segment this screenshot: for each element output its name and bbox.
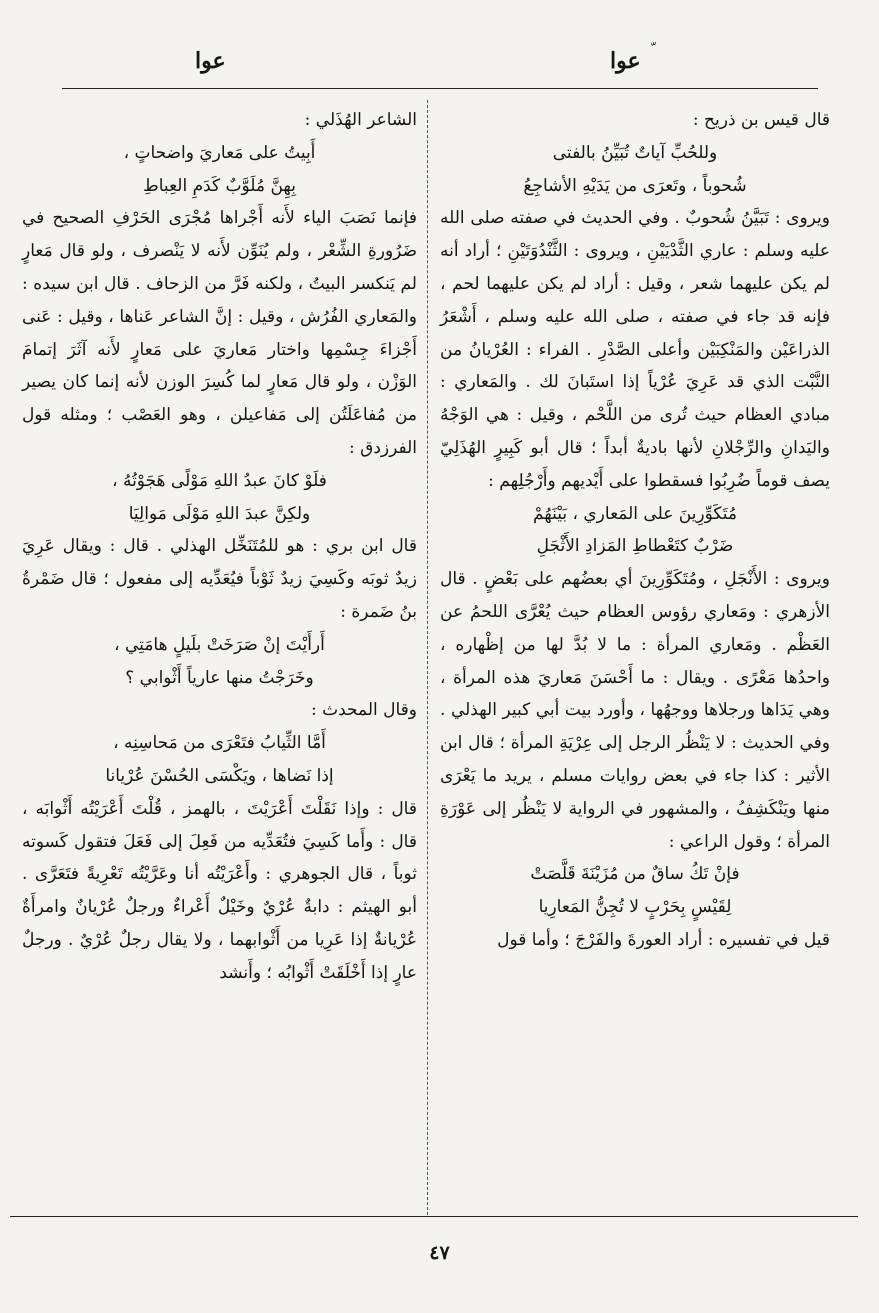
footer-rule	[10, 1216, 858, 1217]
left-verse2-line1: فلَوْ كانَ عبدُ اللهِ مَوْلًى هَجَوْتُهُ ،	[112, 470, 327, 491]
page-number: ٤٧	[429, 1242, 450, 1264]
left-verse2-line2: ولكِنَّ عبدَ اللهِ مَوْلَى مَوالِيَا	[128, 503, 311, 524]
left-verse1-line2: بِهِنَّ مُلَوَّبٌ كَدَمِ العِباطِ	[143, 175, 296, 196]
left-verse3-line1: أَرأَيْتَ إنْ صَرَخَتْ بلَيلٍ هامَتِي ،	[114, 634, 325, 655]
left-paragraph-1: فإنما نَصَبَ الياء لأَنه أَجْراها مُجْرَى الحَرْفِ الصحيح في ضَرُورةِ الشِّعْر ، ولم يُنَوِّن لأَنه لا يَنْصرف ، ولو قال مَعارٍ لم يَنكسر البيتُ ، ولكنه فَرَّ من الزحاف . قال ابن سيده : والمَعاري الفُرُش ، وقيل : إنَّ الشاعر عَناها ، وقيل : عَنى أَجْزاءَ جِسْمِها واختار مَعاريَ على مَعارٍ لأَنه آثَرَ إتمامَ الوَزْن ، ولو قال مَعارٍ لما كُسِرَ الوزن لأنه إنما كان يصير من مُفاعَلَتُن إلى مَفاعيلن ، وهو العَصْب ؛ ومثله قول الفرزدق :	[22, 208, 417, 458]
right-paragraph-2: ويروى : الأَنْجَلِ ، ومُتَكَوِّرِينَ أي بعضُهم على بَعْضٍ . قال الأزهري : ومَعاري رؤوس العظام حيث يُعْرَّى اللحمُ عن العَظْم . ومَعاري المرأة : ما لا بُدَّ لها من إظْهاره ، واحدُها مَعْرًى . ويقال : ما أَحْسَنَ مَعاريَ هذه المرأة ، وهي يَدَاها ورجلاها ووجهُها ، وأورد بيت أبي كبير الهذلي . وفي الحديث : لا يَنْظُر الرجل إلى عِرْيَةِ المرأة ؛ قال ابن الأثير : كذا جاء في بعض روايات مسلم ، يريد ما يَعْرَى منها ويَنْكَشِفُ ، والمشهور في الرواية لا يَنْظُر إلى عَوْرَةِ المرأة ؛ وقول الراعي :	[440, 569, 830, 852]
left-paragraph-3: وقال المحدث :	[310, 700, 417, 721]
left-column	[22, 104, 417, 990]
left-verse4-line1: أَمَّا الثِّيابُ فتَعْرَى من مَحاسِنِه ،	[113, 733, 326, 754]
right-verse3-line1: فإنْ تَكُ ساقٌ من مُزَيْنَةَ قَلَّصَتْ	[530, 864, 740, 885]
left-paragraph-2: قال ابن بري : هو للمُتَنَخِّل الهذلي . قال : ويقال عَرِيَ زيدٌ ثوبَه وكَسِيَ زيدٌ ثَوْباً فيُعَدِّيه إلى مفعول ؛ قال ضَمْرةُ بنُ ضَمرة :	[22, 536, 417, 622]
right-paragraph-1: ويروى : تَبَيَّنُ شُحوبٌ . وفي الحديث في صفته صلى الله عليه وسلم : عاري الثَّدْيَيْنِ ، ويروى : الثَّنْدُوَتَيْنِ ؛ أراد أنه لم يكن عليهما شعر ، وقيل : أراد لم يكن عليهما لحم ، فإنه قد جاء في صفته ، صلى الله عليه وسلم ، أَشْعَرُ الذراعَيْن والمَنْكِبَيْن وأعلى الصَّدْرِ . الفراء : العُرْيانُ من النَّبْت الذي قد عَرِيَ عُرْياً إذا استَبانَ لك . والمَعاري : مبادي العظام حيث تُرى من اللَّحْم ، وقيل : هي الوَجْهُ واليَدانِ والرِّجْلانِ لأنها باديةٌ أبداً ؛ قال أبو كَبِيرٍ الهُذَلِيّ يصف قوماً ضُرِبُوا فسقطوا على أَيْديهم وأَرْجُلِهم :	[440, 208, 830, 491]
left-intro: الشاعر الهُذَلي :	[304, 110, 417, 130]
left-verse1-line1: أَبِيتُ على مَعاريَ واضحاتٍ ،	[123, 142, 316, 163]
left-verse4-line2: إذا نَضاها ، ويَكْسَى الحُسْنَ عُرْيانا	[105, 765, 334, 786]
right-paragraph-3: قيل في تفسيره : أراد العورةَ والفَرْجَ ؛ وأما قول	[497, 929, 830, 950]
right-column	[440, 104, 830, 957]
header-right-word: عوا	[610, 48, 641, 74]
left-paragraph-4: قال : وإذا نَقَلْتَ أَعْرَيْتَ ، بالهمز ، قُلْتَ أَعْرَيْتُه أَثْوابَه ، قال : وأَما كَسِيَ فتُعَدِّيه من فَعِلَ إلى فَعَلَ فتقول كَسوته ثوباً ، قال الجوهري : وأَعْرَيْتُه أنا وعَرَّيْتُه تَعْرِيةً فتَعَرَّى . أبو الهيثم : دابةٌ عُرْيٌ وخَيْلٌ أَعْراءٌ ورجلٌ عُرْيانٌ وامرأَةٌ عُرْيانةٌ إذا عَرِيا من أَثْوابهما ، ولا يقال رجلٌ عُرْيٌ . ورجلٌ عارٍ إذا أَخْلَقَتْ أَثْوابُه ؛ وأَنشد	[22, 798, 417, 983]
header-left-word: عوا	[195, 48, 226, 74]
right-verse3-line2: لِقَيْسٍ بِحَرْبٍ لا تُجِنُّ المَعارِيا	[538, 897, 732, 918]
page-header	[0, 40, 879, 90]
right-intro: قال قيس بن ذريح :	[692, 110, 830, 130]
column-divider	[427, 100, 428, 1215]
header-rule	[62, 88, 818, 89]
right-verse1-line2: شُحوباً ، وتَعرَى من يَدَيْهِ الأشاجِعُ	[523, 175, 747, 196]
right-verse2-line2: ضَرْبٌ كتَعْطاطِ المَزادِ الأَثْجَلِ	[536, 536, 734, 557]
right-verse2-line1: مُتَكَوِّرِينَ على المَعاري ، بَيْنَهُمْ	[532, 503, 738, 524]
right-verse1-line1: وللحُبِّ آياتٌ تُبَيِّنُ بالفتى	[552, 142, 718, 163]
left-verse3-line2: وخَرَجْتُ منها عارياً أَثْوابي ؟	[125, 667, 314, 688]
